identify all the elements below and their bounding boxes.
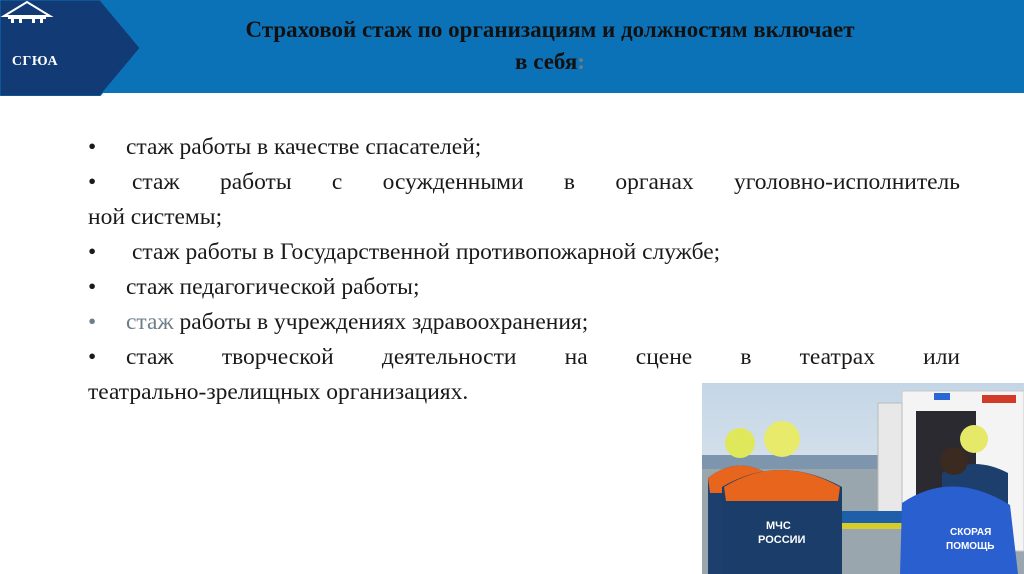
bullet-icon: •	[88, 169, 97, 195]
list-item	[88, 165, 960, 235]
page-title	[140, 14, 960, 78]
list-item-text: стаж творческой деятельности на сцене в театрах или	[126, 344, 960, 370]
list-item-text: стаж работы с осужденными в органах уголовно-исполнитель	[132, 169, 960, 195]
title-line-2	[140, 46, 960, 78]
list-item-text: ной системы;	[88, 204, 223, 230]
bullet-icon: •	[88, 274, 97, 300]
list-item-text: театрально-зрелищных организациях.	[88, 379, 469, 405]
logo-text: СГЮА	[11, 54, 59, 69]
list-item-muted-text: стаж	[126, 309, 174, 335]
bullet-icon: •	[88, 309, 97, 335]
bullet-icon: •	[88, 134, 97, 160]
list-item-text: стаж работы в Государственной противопожарной службе;	[132, 239, 721, 265]
building-emblem-icon	[0, 0, 54, 44]
title-line-1: Страховой стаж по организациям и должностям включает	[245, 17, 855, 42]
list-item-line	[88, 165, 960, 200]
list-item-text: стаж работы в качестве спасателей;	[126, 134, 482, 160]
list-item	[88, 235, 960, 270]
title-line-2-text: в себя	[515, 49, 578, 74]
bullet-icon: •	[88, 239, 97, 265]
list-item	[88, 270, 960, 305]
list-item	[88, 305, 960, 340]
list-item	[88, 130, 960, 165]
bullet-icon: •	[88, 344, 97, 370]
svg-text:МЧС: МЧС	[766, 520, 791, 532]
svg-text:СКОРАЯ: СКОРАЯ	[950, 527, 992, 538]
list-item-text: работы в учреждениях здравоохранения;	[173, 309, 589, 335]
title-colon: :	[577, 49, 585, 74]
list-item-text: стаж педагогической работы;	[126, 274, 420, 300]
svg-text:ПОМОЩЬ: ПОМОЩЬ	[946, 541, 995, 552]
svg-text:РОССИИ: РОССИИ	[758, 534, 806, 546]
logo	[0, 0, 140, 96]
bullet-list	[88, 130, 960, 410]
rescue-photo	[702, 383, 1024, 574]
list-item-line	[88, 340, 960, 375]
rescue-scene-illustration	[702, 383, 1024, 574]
